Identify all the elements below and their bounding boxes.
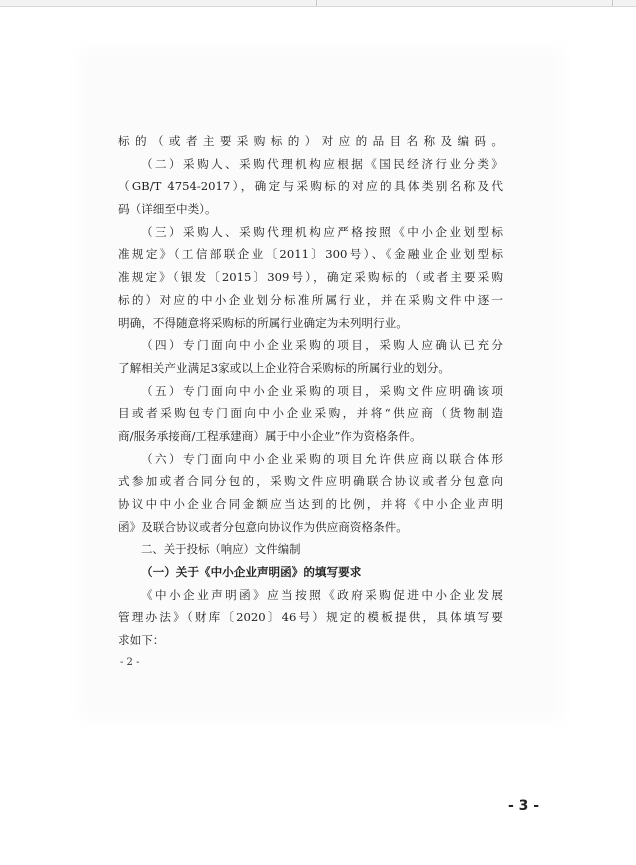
center-tick bbox=[316, 0, 317, 6]
viewer-top-edge bbox=[0, 0, 636, 7]
right-tick bbox=[612, 0, 613, 6]
body-line: 求如下： bbox=[118, 633, 165, 648]
body-line: 协议中中小企业合同金额应当达到的比例，并将《中小企业声明 bbox=[118, 497, 503, 511]
body-line: 标的）对应的中小企业划分标准所属行业，并在采购文件中逐一 bbox=[118, 292, 503, 307]
inner-page-number: - 2 - bbox=[120, 656, 140, 668]
body-line: （四）专门面向中小企业采购的项目，采购人应确认已充分 bbox=[141, 338, 503, 353]
body-line: （六）专门面向中小企业采购的项目允许供应商以联合体形 bbox=[141, 451, 503, 466]
section-heading: 二、关于投标（响应）文件编制 bbox=[141, 542, 301, 557]
body-line: 式参加或者合同分包的，采购文件应明确联合协议或者分包意向 bbox=[118, 474, 503, 489]
body-line: 明确，不得随意将采购标的所属行业确定为未列明行业。 bbox=[118, 315, 408, 330]
body-line: （三）采购人、采购代理机构应严格按照《中小企业划型标 bbox=[141, 224, 503, 239]
body-line: 了解相关产业满足3家或以上企业符合采购标的所属行业的划分。 bbox=[118, 360, 451, 375]
body-line: （五）专门面向中小企业采购的项目，采购文件应明确该项 bbox=[141, 383, 503, 398]
body-line: 目或者采购包专门面向中小企业采购，并将“供应商（货物制造 bbox=[118, 406, 503, 421]
body-line: 准规定》（工信部联企业〔2011〕300号）、《金融业企业划型标 bbox=[118, 247, 503, 262]
document-body bbox=[118, 130, 503, 675]
body-line: 函》及联合协议或者分包意向协议作为供应商资格条件。 bbox=[118, 519, 408, 534]
body-line: 《中小企业声明函》应当按照《政府采购促进中小企业发展 bbox=[141, 587, 503, 602]
page-number: - 3 - bbox=[508, 798, 540, 814]
body-line: （二）采购人、采购代理机构应根据《国民经济行业分类》 bbox=[141, 156, 503, 171]
body-line: 准规定》（银发〔2015〕309号），确定采购标的（或者主要采购 bbox=[118, 270, 503, 285]
body-line: 码（详细至中类）。 bbox=[118, 202, 217, 217]
subsection-heading: （一）关于《中小企业声明函》的填写要求 bbox=[141, 565, 362, 580]
body-line: （GB/T 4754-2017），确定与采购标的对应的具体类别名称及代 bbox=[118, 179, 503, 194]
body-line: 管理办法》（财库〔2020〕46号）规定的模板提供，具体填写要 bbox=[118, 610, 503, 625]
body-line: 标的（或者主要采购标的）对应的品目名称及编码。 bbox=[118, 134, 503, 148]
body-line: 商/服务承接商/工程承建商）属于中小企业”作为资格条件。 bbox=[118, 428, 422, 443]
